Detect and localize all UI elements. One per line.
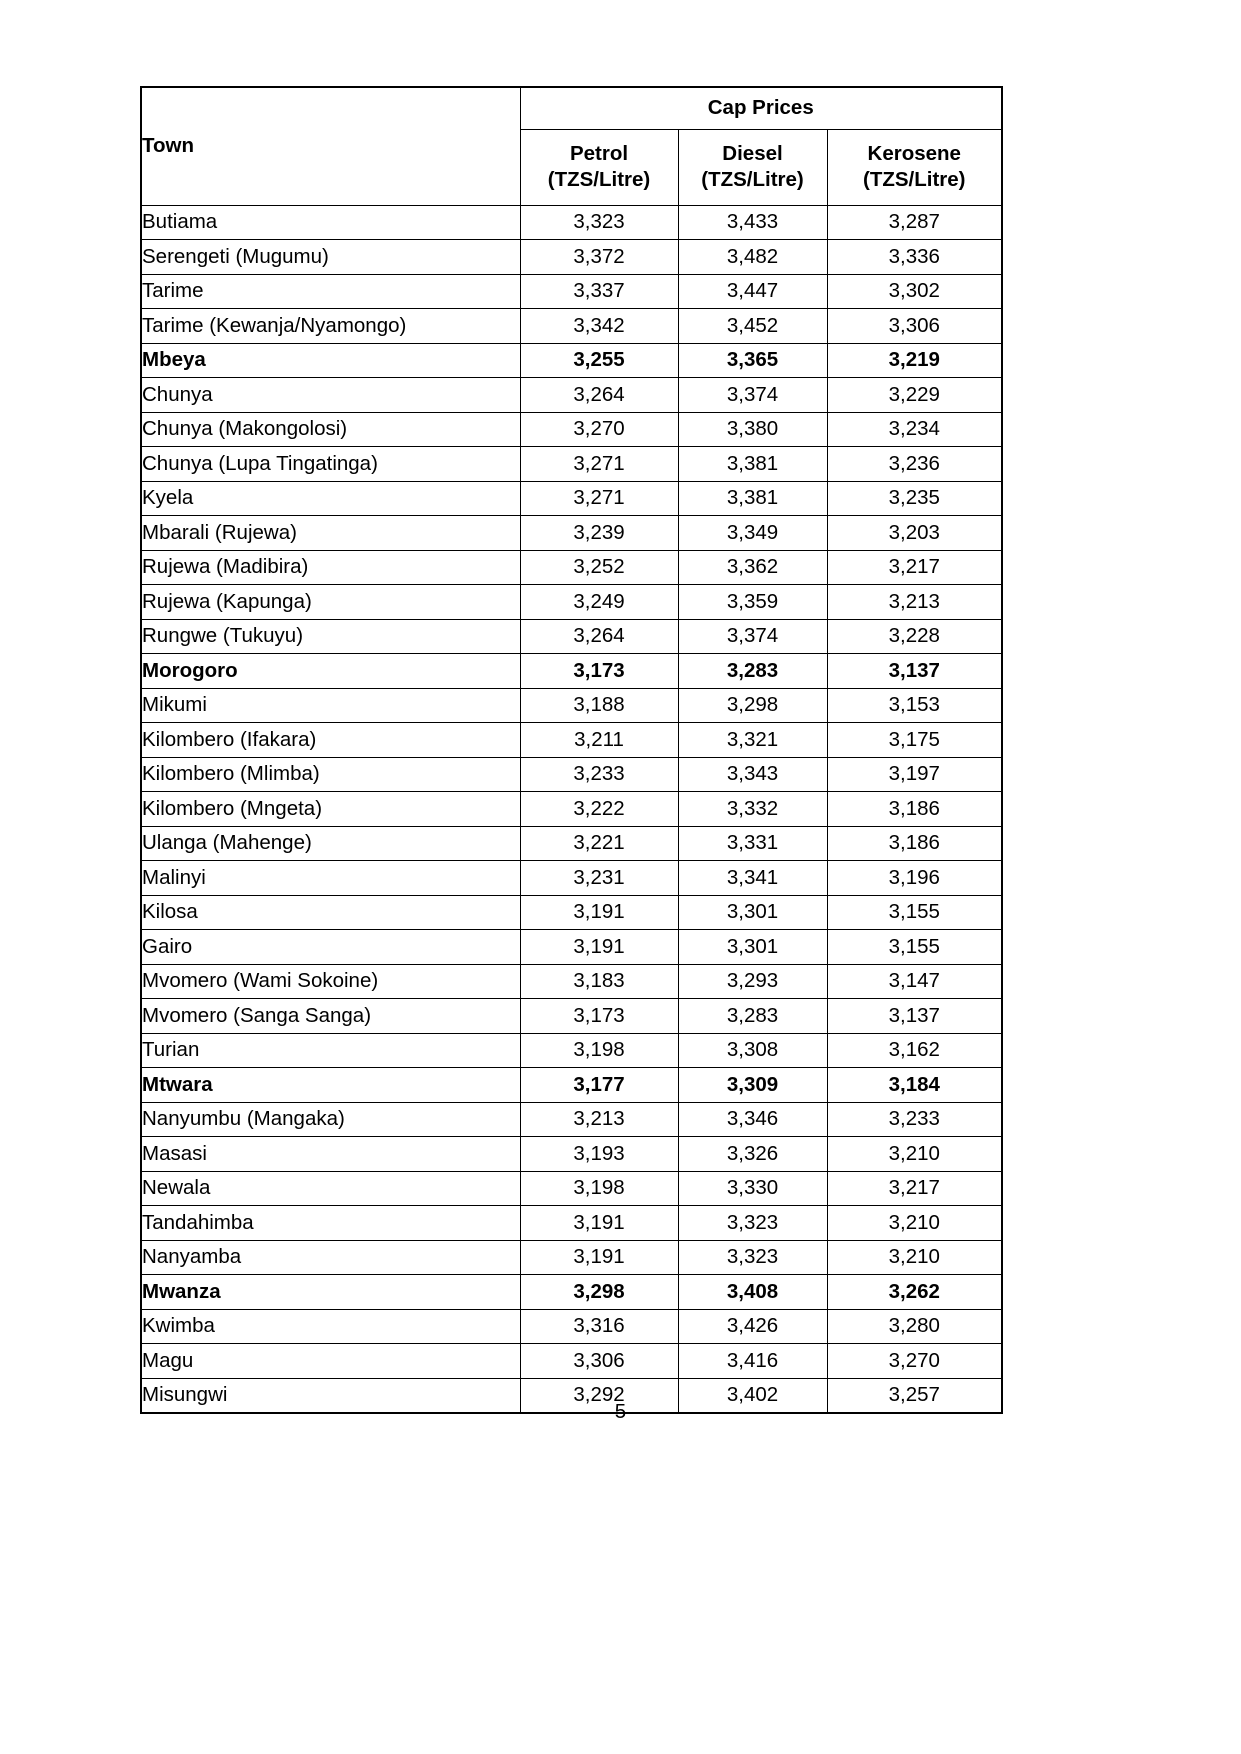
cell-diesel: 3,359	[678, 585, 827, 620]
cell-petrol: 3,239	[520, 516, 678, 551]
cell-petrol: 3,255	[520, 343, 678, 378]
cell-kerosene: 3,228	[827, 619, 1002, 654]
table-row	[141, 619, 1002, 654]
table-header	[141, 87, 1002, 205]
table-row	[141, 688, 1002, 723]
cell-petrol: 3,306	[520, 1344, 678, 1379]
cell-diesel: 3,447	[678, 274, 827, 309]
cell-town: Mwanza	[141, 1275, 520, 1310]
cell-diesel: 3,408	[678, 1275, 827, 1310]
cell-kerosene: 3,287	[827, 205, 1002, 240]
table-row	[141, 412, 1002, 447]
cell-diesel: 3,346	[678, 1102, 827, 1137]
cell-kerosene: 3,186	[827, 792, 1002, 827]
cell-petrol: 3,372	[520, 240, 678, 275]
page-number: 5	[614, 1400, 627, 1423]
cell-kerosene: 3,196	[827, 861, 1002, 896]
cell-petrol: 3,211	[520, 723, 678, 758]
cell-petrol: 3,193	[520, 1137, 678, 1172]
cell-diesel: 3,426	[678, 1309, 827, 1344]
table-row	[141, 723, 1002, 758]
cell-diesel: 3,482	[678, 240, 827, 275]
cell-kerosene: 3,217	[827, 1171, 1002, 1206]
cell-petrol: 3,249	[520, 585, 678, 620]
cell-diesel: 3,380	[678, 412, 827, 447]
cell-petrol: 3,191	[520, 1206, 678, 1241]
table-row	[141, 964, 1002, 999]
cell-diesel: 3,301	[678, 895, 827, 930]
cell-town: Tarime	[141, 274, 520, 309]
cell-diesel: 3,349	[678, 516, 827, 551]
table-row	[141, 274, 1002, 309]
cell-diesel: 3,362	[678, 550, 827, 585]
cell-petrol: 3,298	[520, 1275, 678, 1310]
table-row	[141, 1171, 1002, 1206]
cell-diesel: 3,341	[678, 861, 827, 896]
table-row	[141, 1344, 1002, 1379]
table-row	[141, 516, 1002, 551]
cell-diesel: 3,323	[678, 1240, 827, 1275]
cell-town: Kyela	[141, 481, 520, 516]
cell-petrol: 3,191	[520, 895, 678, 930]
cell-town: Chunya (Lupa Tingatinga)	[141, 447, 520, 482]
table-row	[141, 930, 1002, 965]
cell-petrol: 3,191	[520, 1240, 678, 1275]
cell-petrol: 3,173	[520, 654, 678, 689]
cell-kerosene: 3,229	[827, 378, 1002, 413]
cell-diesel: 3,309	[678, 1068, 827, 1103]
table-row	[141, 654, 1002, 689]
cell-diesel: 3,298	[678, 688, 827, 723]
cell-town: Tarime (Kewanja/Nyamongo)	[141, 309, 520, 344]
cell-diesel: 3,402	[678, 1378, 827, 1413]
cell-town: Rujewa (Madibira)	[141, 550, 520, 585]
cell-diesel: 3,283	[678, 654, 827, 689]
cell-town: Ulanga (Mahenge)	[141, 826, 520, 861]
cell-town: Mbarali (Rujewa)	[141, 516, 520, 551]
table-row	[141, 343, 1002, 378]
table-row	[141, 895, 1002, 930]
cell-kerosene: 3,153	[827, 688, 1002, 723]
cell-diesel: 3,381	[678, 481, 827, 516]
table-row	[141, 999, 1002, 1034]
cell-diesel: 3,331	[678, 826, 827, 861]
cell-kerosene: 3,257	[827, 1378, 1002, 1413]
table-row	[141, 585, 1002, 620]
cell-town: Kilombero (Mngeta)	[141, 792, 520, 827]
cell-petrol: 3,198	[520, 1033, 678, 1068]
cell-town: Mbeya	[141, 343, 520, 378]
table-row	[141, 1137, 1002, 1172]
cell-kerosene: 3,184	[827, 1068, 1002, 1103]
cell-town: Tandahimba	[141, 1206, 520, 1241]
cell-kerosene: 3,336	[827, 240, 1002, 275]
cell-town: Mvomero (Wami Sokoine)	[141, 964, 520, 999]
cell-town: Chunya (Makongolosi)	[141, 412, 520, 447]
cell-town: Turian	[141, 1033, 520, 1068]
cell-kerosene: 3,213	[827, 585, 1002, 620]
table-row	[141, 1206, 1002, 1241]
cell-kerosene: 3,236	[827, 447, 1002, 482]
cell-diesel: 3,308	[678, 1033, 827, 1068]
table-body	[141, 205, 1002, 1413]
cell-kerosene: 3,210	[827, 1240, 1002, 1275]
cell-diesel: 3,381	[678, 447, 827, 482]
table-row	[141, 1309, 1002, 1344]
table-row	[141, 550, 1002, 585]
column-header-petrol-name: Petrol	[569, 142, 629, 166]
cell-petrol: 3,221	[520, 826, 678, 861]
cell-petrol: 3,173	[520, 999, 678, 1034]
cell-kerosene: 3,217	[827, 550, 1002, 585]
cap-prices-table	[140, 86, 1003, 1414]
column-header-petrol	[520, 129, 678, 205]
column-header-diesel-name: Diesel	[722, 142, 783, 166]
cell-diesel: 3,330	[678, 1171, 827, 1206]
cell-diesel: 3,283	[678, 999, 827, 1034]
table-row	[141, 1033, 1002, 1068]
cell-kerosene: 3,147	[827, 964, 1002, 999]
table-row	[141, 792, 1002, 827]
cell-town: Butiama	[141, 205, 520, 240]
table-row	[141, 826, 1002, 861]
header-row-group	[141, 87, 1002, 129]
cell-kerosene: 3,186	[827, 826, 1002, 861]
cell-kerosene: 3,262	[827, 1275, 1002, 1310]
table-row	[141, 1102, 1002, 1137]
cell-petrol: 3,316	[520, 1309, 678, 1344]
column-group-header-cap-prices: Cap Prices	[520, 87, 1002, 129]
cell-petrol: 3,292	[520, 1378, 678, 1413]
table-row	[141, 1275, 1002, 1310]
column-header-kerosene-name: Kerosene	[867, 142, 961, 166]
cell-kerosene: 3,155	[827, 930, 1002, 965]
cell-petrol: 3,342	[520, 309, 678, 344]
table-row	[141, 378, 1002, 413]
table-row	[141, 481, 1002, 516]
cell-town: Nanyumbu (Mangaka)	[141, 1102, 520, 1137]
cell-kerosene: 3,270	[827, 1344, 1002, 1379]
cell-petrol: 3,233	[520, 757, 678, 792]
cell-petrol: 3,264	[520, 378, 678, 413]
cell-kerosene: 3,219	[827, 343, 1002, 378]
table-row	[141, 1068, 1002, 1103]
cell-diesel: 3,365	[678, 343, 827, 378]
cell-diesel: 3,323	[678, 1206, 827, 1241]
cell-kerosene: 3,306	[827, 309, 1002, 344]
cell-diesel: 3,332	[678, 792, 827, 827]
cell-diesel: 3,374	[678, 619, 827, 654]
table-row	[141, 861, 1002, 896]
cell-kerosene: 3,175	[827, 723, 1002, 758]
cell-town: Newala	[141, 1171, 520, 1206]
cell-town: Rujewa (Kapunga)	[141, 585, 520, 620]
cell-town: Mikumi	[141, 688, 520, 723]
table-row	[141, 757, 1002, 792]
cell-town: Malinyi	[141, 861, 520, 896]
cell-kerosene: 3,137	[827, 999, 1002, 1034]
cell-kerosene: 3,137	[827, 654, 1002, 689]
cell-kerosene: 3,302	[827, 274, 1002, 309]
cell-petrol: 3,198	[520, 1171, 678, 1206]
cell-kerosene: 3,162	[827, 1033, 1002, 1068]
cell-town: Mvomero (Sanga Sanga)	[141, 999, 520, 1034]
cell-petrol: 3,191	[520, 930, 678, 965]
cell-petrol: 3,252	[520, 550, 678, 585]
cell-diesel: 3,293	[678, 964, 827, 999]
cell-petrol: 3,177	[520, 1068, 678, 1103]
table-row	[141, 1240, 1002, 1275]
cell-petrol: 3,270	[520, 412, 678, 447]
cell-kerosene: 3,210	[827, 1206, 1002, 1241]
cell-town: Kilombero (Ifakara)	[141, 723, 520, 758]
cell-diesel: 3,321	[678, 723, 827, 758]
cell-town: Kilosa	[141, 895, 520, 930]
cell-kerosene: 3,210	[827, 1137, 1002, 1172]
cell-town: Mtwara	[141, 1068, 520, 1103]
cell-diesel: 3,326	[678, 1137, 827, 1172]
cell-petrol: 3,271	[520, 481, 678, 516]
cell-kerosene: 3,155	[827, 895, 1002, 930]
cell-petrol: 3,323	[520, 205, 678, 240]
column-header-petrol-unit: (TZS/Litre)	[547, 168, 651, 191]
cell-petrol: 3,213	[520, 1102, 678, 1137]
cell-diesel: 3,452	[678, 309, 827, 344]
cell-town: Chunya	[141, 378, 520, 413]
table-row	[141, 205, 1002, 240]
cell-kerosene: 3,203	[827, 516, 1002, 551]
cell-kerosene: 3,280	[827, 1309, 1002, 1344]
column-header-kerosene	[827, 129, 1002, 205]
cell-petrol: 3,183	[520, 964, 678, 999]
table-row	[141, 240, 1002, 275]
table-row	[141, 447, 1002, 482]
cell-petrol: 3,337	[520, 274, 678, 309]
cell-petrol: 3,271	[520, 447, 678, 482]
cell-town: Rungwe (Tukuyu)	[141, 619, 520, 654]
cell-kerosene: 3,234	[827, 412, 1002, 447]
cell-diesel: 3,343	[678, 757, 827, 792]
cell-kerosene: 3,233	[827, 1102, 1002, 1137]
column-header-kerosene-unit: (TZS/Litre)	[863, 168, 966, 191]
cell-diesel: 3,416	[678, 1344, 827, 1379]
cell-town: Morogoro	[141, 654, 520, 689]
column-header-town: Town	[141, 87, 520, 205]
cell-petrol: 3,188	[520, 688, 678, 723]
cell-town: Nanyamba	[141, 1240, 520, 1275]
cell-petrol: 3,222	[520, 792, 678, 827]
cell-diesel: 3,374	[678, 378, 827, 413]
cell-town: Misungwi	[141, 1378, 520, 1413]
cell-petrol: 3,264	[520, 619, 678, 654]
column-header-diesel	[678, 129, 827, 205]
cell-diesel: 3,433	[678, 205, 827, 240]
cell-town: Masasi	[141, 1137, 520, 1172]
cell-town: Kwimba	[141, 1309, 520, 1344]
cell-town: Gairo	[141, 930, 520, 965]
cell-petrol: 3,231	[520, 861, 678, 896]
cell-town: Magu	[141, 1344, 520, 1379]
cell-kerosene: 3,235	[827, 481, 1002, 516]
cell-town: Serengeti (Mugumu)	[141, 240, 520, 275]
table-row	[141, 309, 1002, 344]
column-header-diesel-unit: (TZS/Litre)	[701, 168, 804, 191]
cell-kerosene: 3,197	[827, 757, 1002, 792]
cell-town: Kilombero (Mlimba)	[141, 757, 520, 792]
cell-diesel: 3,301	[678, 930, 827, 965]
